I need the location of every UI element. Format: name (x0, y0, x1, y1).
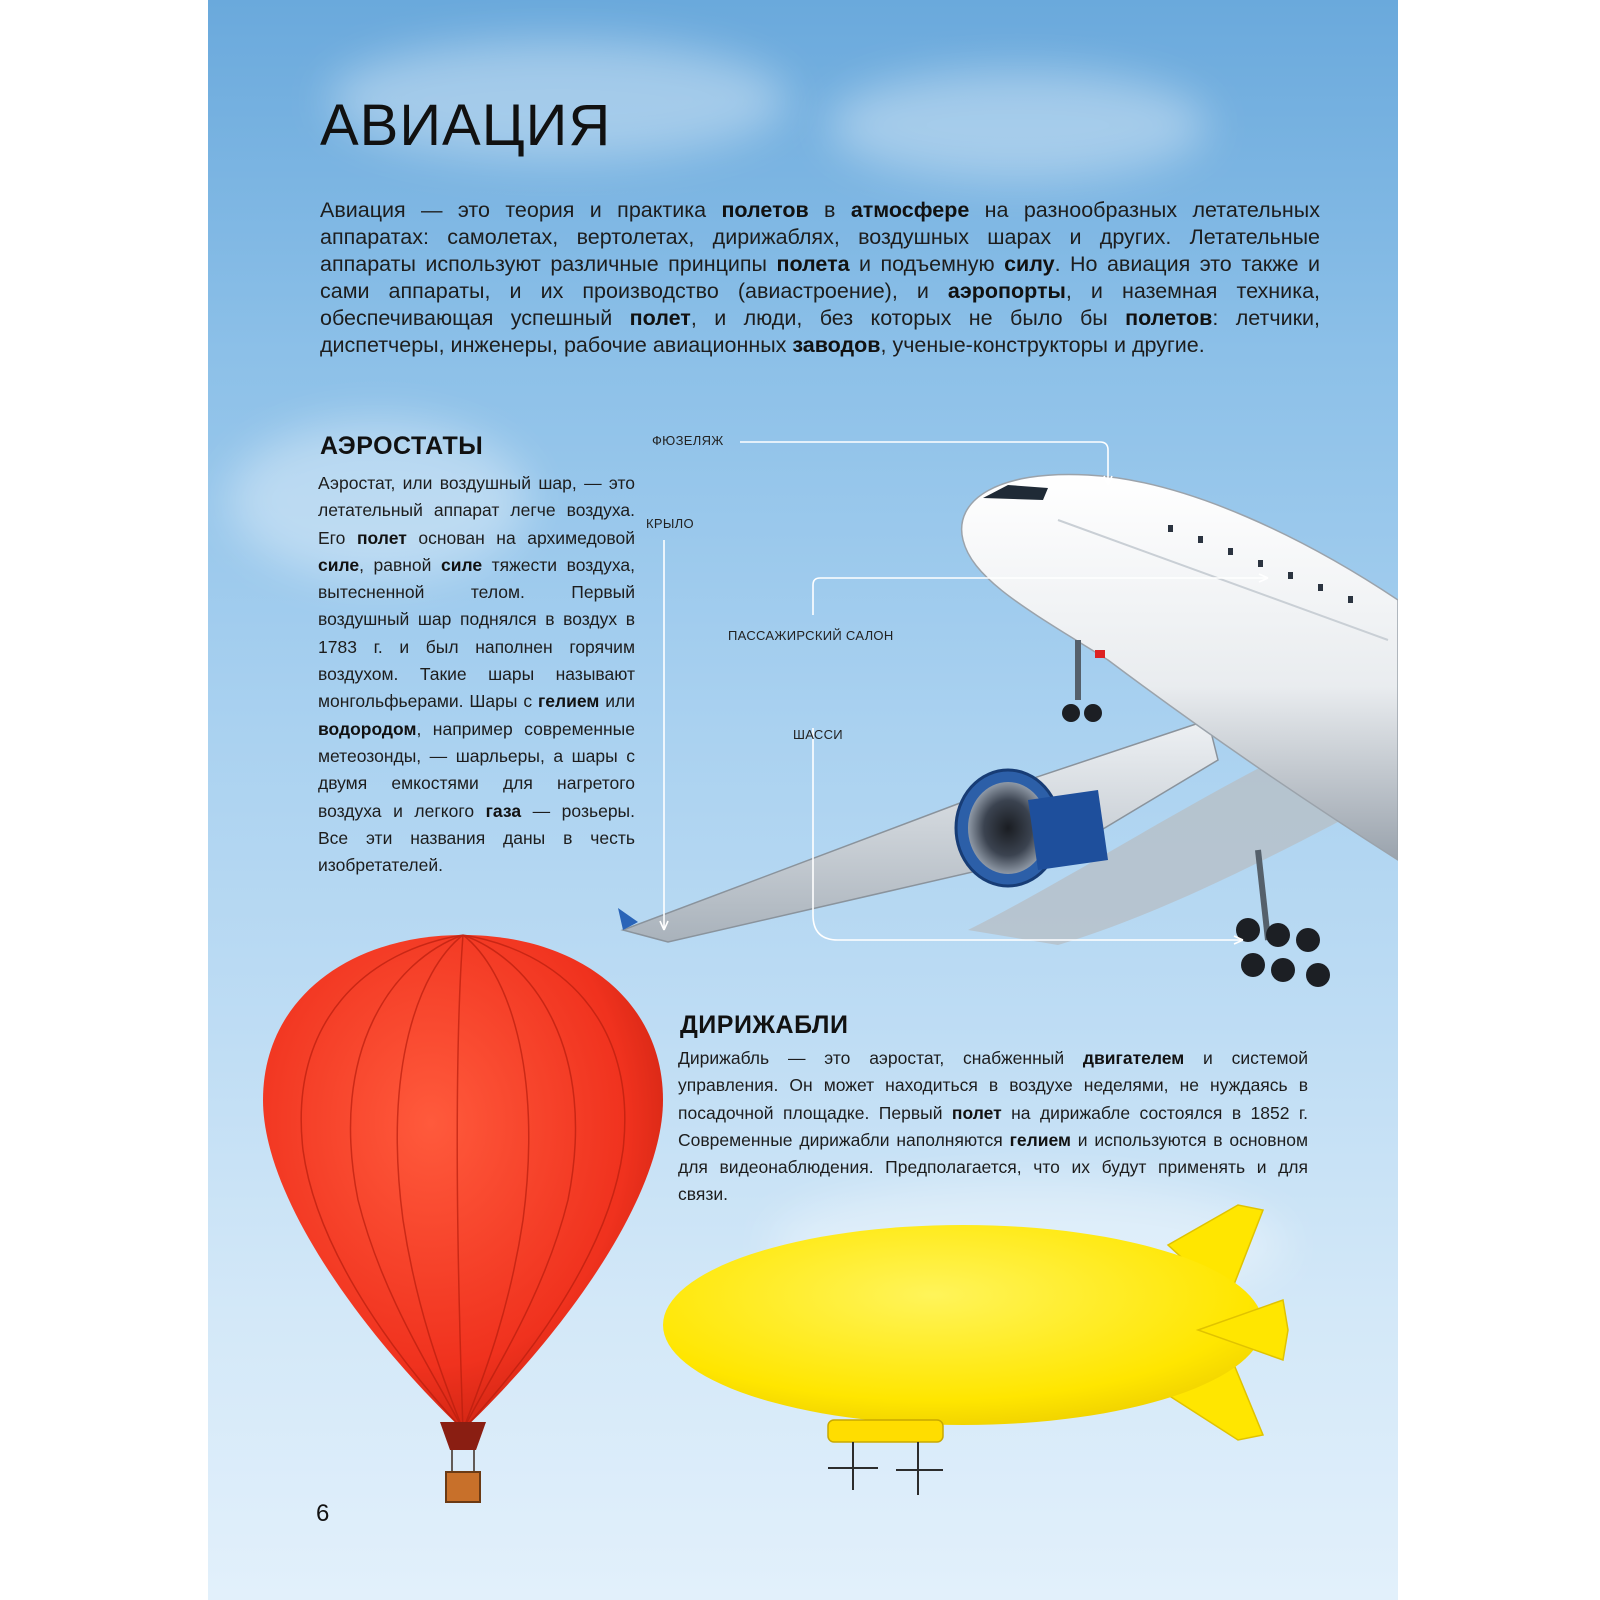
airplane-illustration (618, 474, 1398, 987)
callout-cabin: ПАССАЖИРСКИЙ САЛОН (728, 628, 894, 643)
airships-paragraph: Дирижабль — это аэростат, снабженный двигателем и системой управления. Он может находиться в воздухе неделями, не нуждаясь в посадочной площадке. Первый полет на дирижабле состоялся в 1852 г. Современные дирижабли наполняются гелием и используются в основном для видеонаблюдения. Предполагается, что их будут применять и для связи. (678, 1048, 1309, 1205)
callout-wing: КРЫЛО (646, 516, 694, 531)
intro-paragraph: Авиация — это теория и практика полетов в атмосфере на разнообразных летательных аппаратах: самолетах, вертолетах, дирижаблях, воздушных шарах и других. Летательные аппараты используют различные принципы полета и подъемную силу. Но авиация это также и сами аппараты, и их производство (авиастроение), и аэропорты, и наземная техника, обеспечивающая успешный полет, и люди, без которых не было бы полетов: летчики, диспетчеры, инженеры, рабочие авиационных заводов, ученые-конструкторы и другие. (320, 198, 1321, 357)
page-title: АВИАЦИЯ (320, 93, 612, 158)
hot-air-balloon-illustration (263, 935, 663, 1502)
page-number: 6 (316, 1500, 330, 1527)
aerostats-heading: АЭРОСТАТЫ (320, 432, 484, 460)
airships-heading: ДИРИЖАБЛИ (680, 1011, 849, 1039)
aerostats-paragraph: Аэростат, или воздушный шар, — это летательный аппарат легче воздуха. Его полет основан на архимедовой силе, равной силе тяжести воздуха, вытесненной телом. Первый воздушный шар поднялся в воздух в 1783 г. и был наполнен горячим воздухом. Такие шары называют монгольфьерами. Шары с гелием или водородом, например современные метеозонды, — шарльеры, а шары с двумя емкостями для нагретого воздуха и легкого газа — розьеры. Все эти названия даны в честь изобретателей. (318, 473, 636, 876)
airship-illustration (663, 1205, 1288, 1495)
book-page (208, 0, 1398, 1600)
callout-fuselage: ФЮЗЕЛЯЖ (652, 433, 724, 448)
callout-landing-gear: ШАССИ (793, 727, 843, 742)
